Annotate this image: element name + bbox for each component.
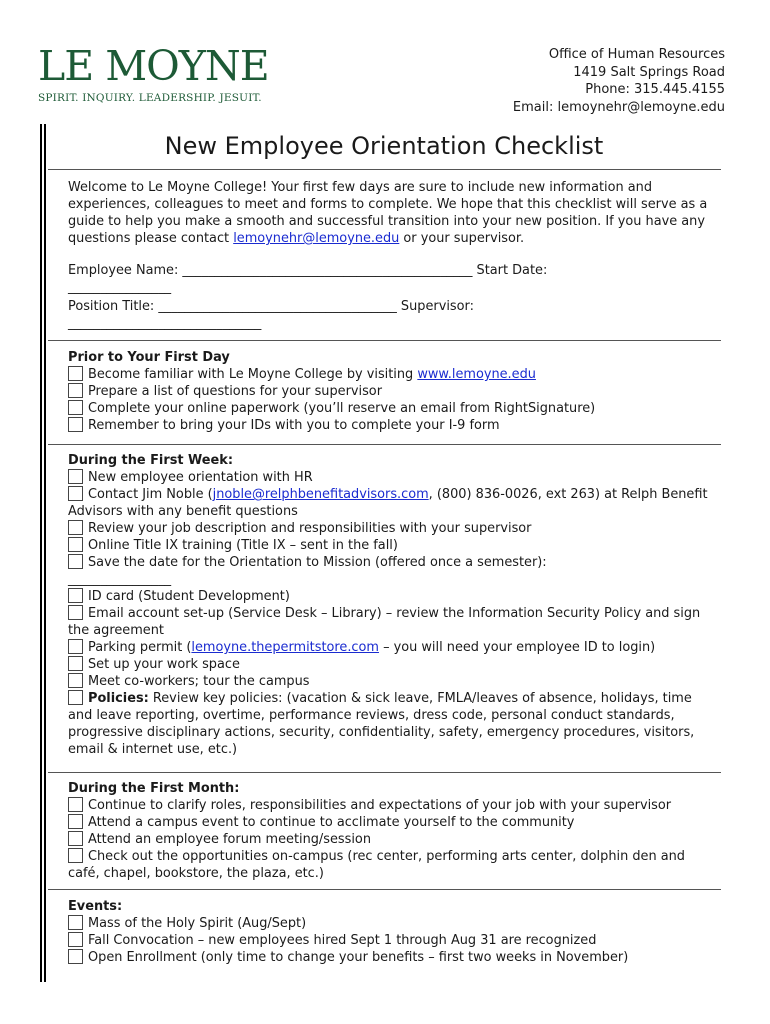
- item-label: Parking permit (: [88, 640, 192, 655]
- orientation-date-field[interactable]: ________________: [68, 572, 172, 587]
- employee-fields: [68, 262, 720, 332]
- contact-phone: Phone: 315.445.4155: [585, 82, 725, 97]
- item-label: Remember to bring your IDs with you to complete your I-9 form: [88, 418, 500, 433]
- intro-paragraph: [68, 179, 720, 247]
- section-title: During the First Week:: [68, 453, 233, 468]
- checkbox[interactable]: [68, 814, 83, 829]
- checklist-item: [68, 797, 720, 814]
- section-title: During the First Month:: [68, 781, 240, 796]
- checklist-item: [68, 417, 720, 434]
- checklist-item: [68, 915, 720, 932]
- section-title: Prior to Your First Day: [68, 350, 230, 365]
- contact-office: Office of Human Resources: [548, 47, 725, 62]
- item-label: Open Enrollment (only time to change your benefits – first two weeks in November): [88, 950, 629, 965]
- contact-block: [513, 46, 725, 116]
- checklist-item: [68, 848, 720, 882]
- divider: [48, 889, 721, 890]
- checklist-item: [68, 690, 720, 758]
- contact-email: Email: lemoynehr@lemoyne.edu: [512, 99, 725, 115]
- checkbox[interactable]: [68, 932, 83, 947]
- item-label: Continue to clarify roles, responsibilities and expectations of your job with your supervisor: [88, 798, 672, 813]
- employee-name-field[interactable]: Employee Name: _____________________________________________ Start Date:: [68, 263, 548, 278]
- checklist-item: [68, 949, 720, 966]
- item-label: , (800) 836-0026, ext 263) at Relph Benefit Advisors with any benefit questions: [68, 487, 708, 519]
- checklist-item: [68, 656, 720, 673]
- page-title: New Employee Orientation Checklist: [164, 132, 604, 160]
- checkbox[interactable]: [68, 554, 83, 569]
- checklist-item: [68, 469, 720, 486]
- item-label: Become familiar with Le Moyne College by visiting: [88, 367, 418, 382]
- logo-wordmark: LE MOYNE: [38, 42, 269, 90]
- checklist-item: [68, 639, 720, 656]
- section-first-week: [68, 452, 720, 758]
- checkbox[interactable]: [68, 915, 83, 930]
- checklist-item: [68, 537, 720, 554]
- section-events: [68, 898, 720, 966]
- checkbox[interactable]: [68, 848, 83, 863]
- section-first-month: [68, 780, 720, 882]
- checkbox[interactable]: [68, 486, 83, 501]
- checklist-item: [68, 605, 720, 639]
- logo-tagline: SPIRIT. INQUIRY. LEADERSHIP. JESUIT.: [38, 92, 262, 104]
- checklist-item: [68, 383, 720, 400]
- checklist-item: [68, 831, 720, 848]
- intro-tail: or your supervisor.: [399, 231, 525, 246]
- checkbox[interactable]: [68, 537, 83, 552]
- contact-address: 1419 Salt Springs Road: [573, 64, 725, 80]
- checklist-item: [68, 814, 720, 831]
- lemoyne-website-link[interactable]: www.lemoyne.edu: [417, 367, 536, 382]
- item-label: Prepare a list of questions for your supervisor: [88, 384, 382, 399]
- checklist-item: [68, 486, 720, 520]
- checkbox[interactable]: [68, 949, 83, 964]
- section-title: Events:: [68, 899, 123, 914]
- item-label-bold: Policies:: [88, 691, 149, 706]
- divider: [48, 340, 721, 341]
- checklist-item: [68, 366, 720, 383]
- item-label: Complete your online paperwork (you’ll reserve an email from RightSignature): [88, 401, 596, 416]
- checklist-item: [68, 932, 720, 949]
- position-title-field[interactable]: Position Title: _____________________________________ Supervisor:: [68, 299, 474, 314]
- item-label: ID card (Student Development): [88, 589, 290, 604]
- item-label: Save the date for the Orientation to Mission (offered once a semester):: [88, 555, 547, 570]
- checkbox[interactable]: [68, 520, 83, 535]
- hr-email-link[interactable]: lemoynehr@lemoyne.edu: [233, 231, 400, 246]
- item-label: Mass of the Holy Spirit (Aug/Sept): [88, 916, 307, 931]
- item-label: Contact Jim Noble (: [88, 487, 213, 502]
- checkbox[interactable]: [68, 383, 83, 398]
- item-label: Fall Convocation – new employees hired Sept 1 through Aug 31 are recognized: [88, 933, 597, 948]
- section-prior: [68, 349, 720, 434]
- start-date-field[interactable]: ________________: [68, 280, 172, 295]
- item-label: Review your job description and responsibilities with your supervisor: [88, 521, 532, 536]
- benefits-email-link[interactable]: jnoble@relphbenefitadvisors.com: [212, 487, 429, 502]
- checklist-item: [68, 554, 720, 588]
- divider: [48, 169, 721, 170]
- page-frame-inner: [44, 124, 46, 982]
- checkbox[interactable]: [68, 417, 83, 432]
- checkbox[interactable]: [68, 639, 83, 654]
- item-label: Attend an employee forum meeting/session: [88, 832, 371, 847]
- item-label: Check out the opportunities on-campus (rec center, performing arts center, dolphin den and café, chapel, bookstore, the plaza, etc.): [68, 849, 685, 881]
- item-label: Set up your work space: [88, 657, 240, 672]
- checklist-item: [68, 400, 720, 417]
- checkbox[interactable]: [68, 366, 83, 381]
- checklist-item: [68, 520, 720, 537]
- item-label: Review key policies: (vacation & sick leave, FMLA/leaves of absence, holidays, time and leave reporting, overtime, performance reviews, dress code, personal conduct standards, progressive disciplinary actions, security, confidentiality, safety, emergency procedures, visitors, email & internet use, etc.): [68, 691, 695, 757]
- item-label: Meet co-workers; tour the campus: [88, 674, 310, 689]
- checkbox[interactable]: [68, 831, 83, 846]
- item-label: – you will need your employee ID to login): [378, 640, 656, 655]
- item-label: Email account set-up (Service Desk – Library) – review the Information Security Policy and sign the agreement: [68, 606, 701, 638]
- intro-text: Welcome to Le Moyne College! Your first few days are sure to include new information and experiences, colleagues to meet and forms to complete. We hope that this checklist will serve as a guide to help you make a smooth and successful transition into your new position. If you have any questions please contact: [68, 180, 708, 246]
- checkbox[interactable]: [68, 400, 83, 415]
- divider: [48, 444, 721, 445]
- checkbox[interactable]: [68, 673, 83, 688]
- parking-permit-link[interactable]: lemoyne.thepermitstore.com: [191, 640, 379, 655]
- divider: [48, 772, 721, 773]
- item-label: Online Title IX training (Title IX – sent in the fall): [88, 538, 398, 553]
- checkbox[interactable]: [68, 469, 83, 484]
- checkbox[interactable]: [68, 656, 83, 671]
- checkbox[interactable]: [68, 797, 83, 812]
- checklist-item: [68, 673, 720, 690]
- item-label: Attend a campus event to continue to acclimate yourself to the community: [88, 815, 575, 830]
- checkbox[interactable]: [68, 690, 83, 705]
- supervisor-field[interactable]: ______________________________: [68, 316, 262, 331]
- college-logo: [38, 42, 269, 104]
- checkbox[interactable]: [68, 605, 83, 620]
- checkbox[interactable]: [68, 588, 83, 603]
- checklist-item: [68, 588, 720, 605]
- item-label: New employee orientation with HR: [88, 470, 313, 485]
